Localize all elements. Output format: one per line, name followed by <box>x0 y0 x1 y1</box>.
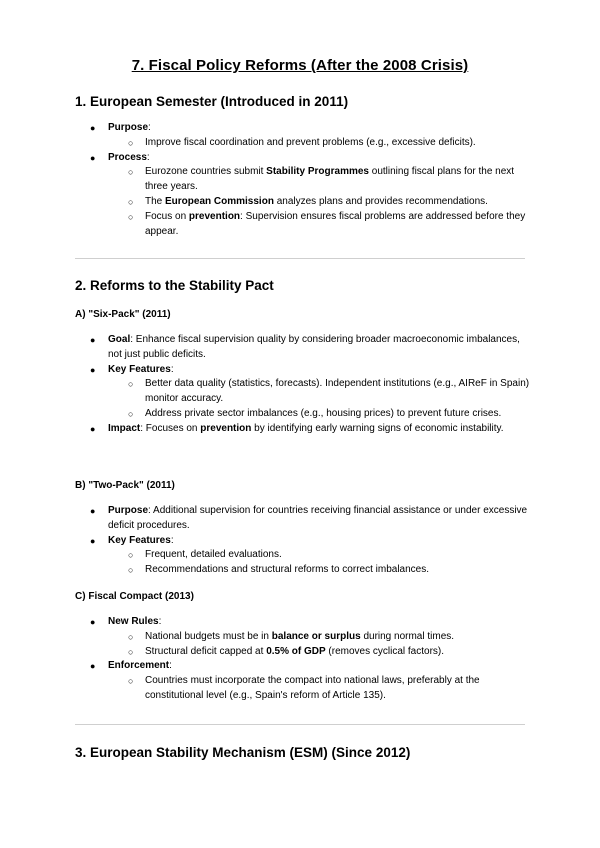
list-item-purpose <box>75 504 530 534</box>
text-run-bold: prevention <box>200 422 252 434</box>
process-label: Process <box>108 151 147 163</box>
text-run: Address private sector imbalances (e.g., housing prices) to prevent future crises. <box>145 407 502 419</box>
colon: : <box>170 534 174 546</box>
disc-bullet: ● <box>90 423 96 434</box>
text-run: Structural deficit capped at <box>145 645 267 657</box>
list-subitem <box>75 210 530 240</box>
list-item-impact <box>75 422 530 437</box>
list-subitem <box>75 674 530 704</box>
list-subitem <box>75 195 530 210</box>
circle-bullet: ○ <box>128 211 134 222</box>
list-item-key-features <box>75 534 530 578</box>
text-run: The <box>145 195 166 207</box>
process-colon: : <box>146 151 150 163</box>
subsection-a-heading: A) "Six-Pack" (2011) <box>75 309 171 320</box>
purpose-label: Purpose <box>108 122 149 133</box>
section-divider <box>75 258 525 259</box>
circle-bullet: ○ <box>128 565 134 576</box>
circle-bullet: ○ <box>128 137 134 148</box>
text-run: (removes cyclical factors). <box>325 645 445 657</box>
list-item-goal <box>75 333 530 363</box>
text-run-bold: 0.5% of GDP <box>266 645 326 657</box>
text-run: during normal times. <box>360 630 455 642</box>
subsection-c-list <box>75 615 530 704</box>
colon: : <box>158 616 162 627</box>
circle-bullet: ○ <box>128 196 134 207</box>
document-title: 7. Fiscal Policy Reforms (After the 2008 Crisis) <box>131 57 469 74</box>
disc-bullet: ● <box>90 335 96 345</box>
list-item-process <box>75 151 530 240</box>
list-item-key-features <box>75 363 530 422</box>
circle-bullet: ○ <box>128 550 134 561</box>
list-item-new-rules <box>75 615 530 659</box>
key-features-label: Key Features <box>108 363 171 375</box>
disc-bullet: ● <box>90 123 96 133</box>
text-run: : Focuses on <box>140 422 201 434</box>
text-run: Focus on <box>145 210 189 222</box>
list-subitem <box>75 548 530 563</box>
list-subitem <box>75 165 530 195</box>
list-subitem <box>75 407 530 422</box>
text-run: Better data quality (statistics, forecasts). Independent institutions (e.g., AIReF in Spain) monitor accuracy. <box>145 378 530 405</box>
circle-bullet: ○ <box>128 676 134 687</box>
goal-text: : Enhance fiscal supervision quality by considering broader macroeconomic imbalances, not just public deficits. <box>108 334 520 360</box>
text-run: by identifying early warning signs of economic instability. <box>251 422 504 434</box>
circle-bullet: ○ <box>128 167 134 178</box>
disc-bullet: ● <box>90 661 96 672</box>
circle-bullet: ○ <box>128 379 134 390</box>
circle-bullet: ○ <box>128 408 134 419</box>
list-item-purpose <box>75 121 530 151</box>
list-subitem <box>75 136 530 151</box>
text-run: Recommendations and structural reforms to correct imbalances. <box>145 564 430 576</box>
disc-bullet: ● <box>90 617 96 627</box>
text-run: : Supervision ensures fiscal problems are addressed before they appear. <box>145 210 526 237</box>
subsection-b-heading: B) "Two-Pack" (2011) <box>75 480 175 491</box>
text-run: : Additional supervision for countries receiving financial assistance or under excessive deficit procedures. <box>108 505 528 531</box>
subsection-a-list <box>75 333 530 437</box>
disc-bullet: ● <box>90 535 96 546</box>
new-rules-label: New Rules <box>108 616 159 627</box>
text-run: Countries must incorporate the compact into national laws, preferably at the constitutional level (e.g., Spain's reform of Article 135). <box>145 675 480 701</box>
colon: : <box>169 660 172 672</box>
text-run-bold: Stability Programmes <box>266 166 369 178</box>
text-run: National budgets must be in <box>145 630 272 642</box>
key-features-label: Key Features <box>108 534 171 546</box>
list-subitem <box>75 377 530 407</box>
text-run: Eurozone countries submit <box>145 166 267 178</box>
section-2-heading: 2. Reforms to the Stability Pact <box>75 278 274 293</box>
section-divider <box>75 724 525 725</box>
text-run: outlining fiscal plans for the next three years. <box>145 166 515 193</box>
subsection-c-heading: C) Fiscal Compact (2013) <box>75 591 194 602</box>
text-run: analyzes plans and provides recommendations. <box>273 195 488 207</box>
list-subitem <box>75 645 530 660</box>
goal-label: Goal <box>108 334 131 345</box>
purpose-colon: : <box>148 122 151 133</box>
text-run-bold: prevention <box>188 210 241 222</box>
enforcement-label: Enforcement <box>108 660 170 672</box>
impact-label: Impact <box>108 422 141 434</box>
list-subitem <box>75 563 530 578</box>
purpose-text: Improve fiscal coordination and prevent problems (e.g., excessive deficits). <box>145 136 476 148</box>
disc-bullet: ● <box>90 364 96 375</box>
colon: : <box>170 363 174 375</box>
disc-bullet: ● <box>90 506 96 516</box>
text-run-bold: European Commission <box>165 195 274 207</box>
subsection-b-list <box>75 504 530 578</box>
circle-bullet: ○ <box>128 646 134 657</box>
section-3-heading: 3. European Stability Mechanism (ESM) (Since 2012) <box>75 745 411 760</box>
purpose-label: Purpose <box>108 505 149 516</box>
section-1-list <box>75 121 530 239</box>
section-1-heading: 1. European Semester (Introduced in 2011) <box>75 94 349 109</box>
list-item-enforcement <box>75 659 530 703</box>
circle-bullet: ○ <box>128 631 134 642</box>
list-subitem <box>75 630 530 645</box>
text-run-bold: balance or surplus <box>271 630 361 642</box>
text-run: Frequent, detailed evaluations. <box>145 549 282 561</box>
disc-bullet: ● <box>90 152 96 163</box>
